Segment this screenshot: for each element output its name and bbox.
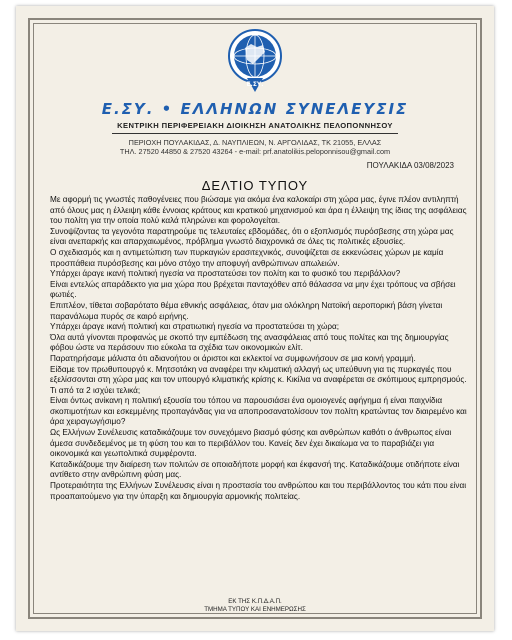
organization-title: Ε.ΣΥ. • ΕΛΛΗΝΩΝ ΣΥΝΕΛΕΥΣΙΣ (101, 100, 409, 118)
document-body (50, 195, 468, 502)
body-paragraph: Παρατηρήσαμε μάλιστα ότι αδιανοήτου οι άριστοι και εκλεκτοί να συμφωνήσουν σε μια κοινή γραμμή. (50, 353, 416, 363)
document-heading: ΔΕΛΤΙΟ ΤΥΠΟΥ (201, 178, 309, 193)
body-paragraph: Με αφορμή τις γνωστές παθογένειες που βιώσαμε για ακόμα ένα καλοκαίρι στη χώρα μας, έγινε πλέον αντιληπτή από όλους μας η έλλειψη κάθε έννοιας κράτους και κρατικού μηχανισμού και άρα η έλλειψη της ίδιας της ασφάλειας του πολίτη για την οποία πολύ καλά πληρώνει και φορολογείται. (50, 195, 467, 226)
body-paragraph: Υπάρχει άραγε ικανή πολιτική και στρατιωτική ηγεσία να προστατεύσει τη χώρα; (50, 322, 340, 332)
press-release-page (16, 6, 494, 631)
header-divider (112, 133, 398, 134)
body-paragraph: Υπάρχει άραγε ικανή πολιτική ηγεσία να προστατεύσει τον πολίτη και το φυσικό του περιβάλλον? (50, 269, 401, 279)
body-paragraph: Συνοψίζοντας τα γεγονότα παρατηρούμε τις τελευταίες εβδομάδες, ότι ο εξοπλισμός πυρόσβεσης στη χώρα μας είναι ανεπαρκής και απαρχαιωμένος, πρόβλημα γνωστό διαχρονικά σε όλες τις πολιτικές εξουσίες. (50, 226, 454, 247)
body-paragraph: Ως Ελλήνων Συνέλευσις καταδικάζουμε τον συνεχόμενο βιασμό φύσης και ανθρώπων καθότι ο άνθρωπος είναι άμεσα συνδεδεμένος με τη φύση του και το περιβάλλον του. Κανείς δεν έχει δικαίωμα να το παραβιάζει για οικονομικά και γεωπολιτικά συμφέροντα. (50, 428, 452, 459)
body-paragraph: Είναι όντως ανίκανη η πολιτική εξουσία του τόπου να παρουσιάσει ένα ομοιογενές αφήγημα ή είναι παιχνίδια σκοπιμοτήτων και εσκεμμένης προπαγάνδας για να αποπροσανατολίσουν τον πολίτη κρατώντας τον διαιρεμένο και άρα χειραγωγήσιμο? (50, 396, 467, 427)
logo-text: Ε.ΣΥ. (246, 81, 264, 88)
organization-subtitle: ΚΕΝΤΡΙΚΗ ΠΕΡΙΦΕΡΕΙΑΚΗ ΔΙΟΙΚΗΣΗ ΑΝΑΤΟΛΙΚΗΣ ΠΕΛΟΠΟΝΝΗΣΟΥ (117, 121, 393, 130)
contact-line: ΤΗΛ. 27520 44850 & 27520 43264 - e-mail: prf.anatolikis.peloponnisou@gmail.com (119, 147, 391, 156)
signature-line: ΕΚ ΤΗΣ Κ.Π.Δ.Α.Π. (228, 598, 282, 605)
body-paragraph: Προτεραιότητα της Ελλήνων Συνέλευσις είναι η προστασία του ανθρώπου και του περιβάλλοντος του κάτι που είναι προαπαιτούμενο για την ύπαρξη και δημιουργία αρμονικής πολιτείας. (50, 481, 467, 501)
body-paragraph: Τι από τα 2 ισχύει τελικά; (50, 385, 141, 395)
body-paragraph: Είδαμε τον πρωθυπουργό κ. Μητσοτάκη να αναφέρει την κλιματική αλλαγή ως υπεύθυνη για τις πυρκαγιές που εξελίσσονται στη χώρα μας και τον υπουργό κλιματικής κρίσης κ. Κικίλια να αναφέρεται σε σκόπιμους εμπρησμούς. (50, 364, 467, 385)
body-paragraph: Καταδικάζουμε την διαίρεση των πολιτών σε οποιαδήποτε μορφή και έκφανσή της. Καταδικάζουμε οτιδήποτε είναι αντίθετο στην ανθρώπινη φύση μας. (50, 459, 460, 480)
organization-logo (227, 28, 283, 96)
body-paragraph: Ο σχεδιασμός και η αντιμετώπιση των πυρκαγιών ερασιτεχνικός, συνοψίζεται σε εκκενώσεις χώρων με καμία προσπάθεια πυρόσβεσης και μόνο στόχο την αποφυγή ανθρώπινων απωλειών. (50, 247, 444, 268)
body-paragraph: Είναι εντελώς απαράδεκτο για μια χώρα που βρέχεται πανταχόθεν από θάλασσα να μην έχει τρόπους να σβήσει φωτιές. (50, 279, 456, 300)
body-paragraph: Επιπλέον, τίθεται σοβαρότατο θέμα εθνικής ασφάλειας, όταν μια ολόκληρη Νατοϊκή αεροπορική βάση γίνεται παρανάλωμα πυρός σε καιρό ειρήνης. (50, 300, 443, 321)
body-paragraph: Όλα αυτά γίνονται προφανώς με σκοπό την εμπέδωση της ανασφάλειας από τους πολίτες και της δημιουργίας φόβου ώστε να περάσουν πιο εύκολα τα σχέδια των οικονομικών ελίτ. (50, 332, 449, 353)
address-line: ΠΕΡΙΟΧΗ ΠΟΥΛΑΚΙΔΑΣ, Δ. ΝΑΥΠΛΙΕΩΝ, Ν. ΑΡΓΟΛΙΔΑΣ, ΤΚ 21055, ΕΛΛΑΣ (128, 138, 382, 147)
signature-department: ΤΜΗΜΑ ΤΥΠΟΥ ΚΑΙ ΕΝΗΜΕΡΩΣΗΣ (204, 606, 306, 613)
date-line: ΠΟΥΛΑΚΙΔΑ 03/08/2023 (366, 161, 454, 170)
